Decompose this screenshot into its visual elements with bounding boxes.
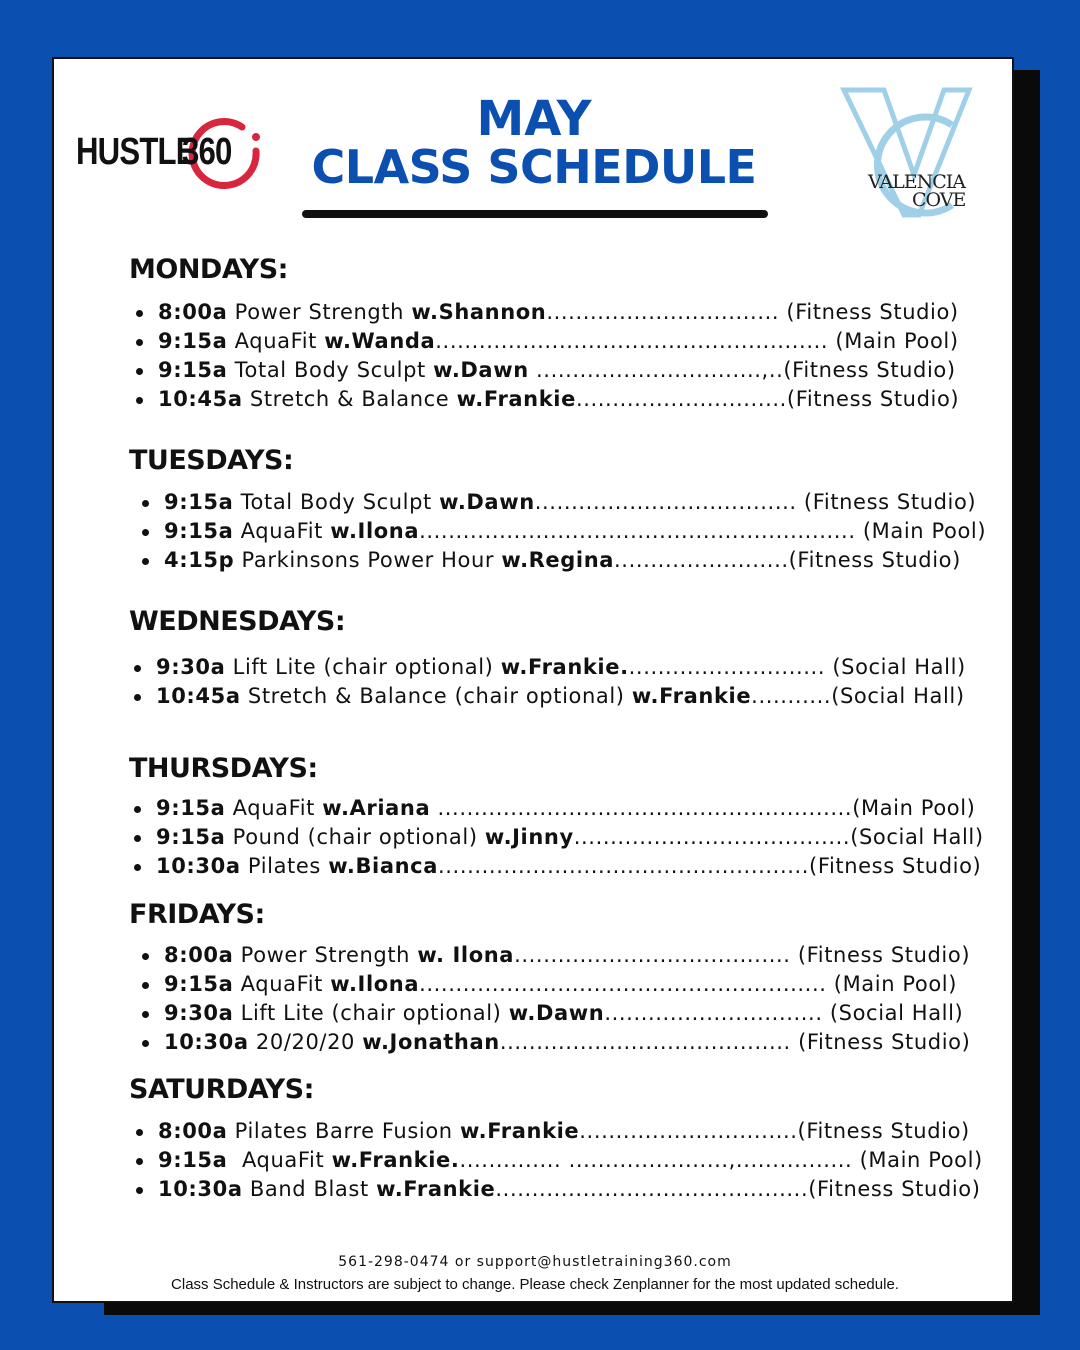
class-time: 9:15a — [156, 825, 226, 849]
class-instructor: w.Dawn — [439, 490, 535, 514]
class-location: .............. ......................,................ (Main Pool) — [459, 1148, 983, 1172]
day-heading: MONDAYS: — [129, 254, 288, 285]
day-heading: TUESDAYS: — [129, 445, 294, 476]
class-location: ........................(Fitness Studio) — [614, 548, 961, 572]
class-name: AquaFit — [225, 796, 323, 820]
class-item — [138, 970, 970, 999]
class-name: AquaFit — [227, 329, 325, 353]
class-instructor: w.Jonathan — [362, 1030, 500, 1054]
class-time: 10:45a — [158, 387, 243, 411]
class-time: 10:30a — [164, 1030, 249, 1054]
class-item — [130, 794, 984, 823]
class-item — [132, 1146, 983, 1175]
hustle-360-logo — [74, 117, 264, 187]
disclaimer: Class Schedule & Instructors are subject to change. Please check Zenplanner for the most updated schedule. — [171, 1276, 899, 1293]
class-item — [132, 298, 959, 327]
class-time: 9:30a — [156, 655, 226, 679]
class-time: 10:30a — [156, 854, 241, 878]
schedule-card — [52, 57, 1014, 1303]
class-list — [130, 794, 984, 881]
class-item — [138, 546, 986, 575]
class-name: 20/20/20 — [248, 1030, 363, 1054]
class-item — [130, 653, 966, 682]
class-instructor: w.Jinny — [484, 825, 574, 849]
class-item — [130, 823, 984, 852]
class-name: Stretch & Balance (chair optional) — [240, 684, 632, 708]
class-location: ...................................................... (Main Pool) — [435, 329, 959, 353]
class-item — [138, 488, 986, 517]
class-item — [138, 517, 986, 546]
class-name: Pilates — [240, 854, 329, 878]
class-instructor: w.Bianca — [328, 854, 438, 878]
class-time: 9:30a — [164, 1001, 234, 1025]
class-time: 9:15a — [156, 796, 226, 820]
class-instructor: w.Shannon — [411, 300, 547, 324]
class-time: 9:15a — [164, 972, 234, 996]
class-item — [132, 1175, 983, 1204]
class-name: Power Strength — [233, 943, 418, 967]
class-name: Pilates Barre Fusion — [227, 1119, 460, 1143]
class-time: 8:00a — [164, 943, 234, 967]
class-location: .............................. (Social Hall) — [604, 1001, 964, 1025]
valencia-cove-logo — [834, 85, 994, 220]
class-instructor: w.Frankie. — [500, 655, 629, 679]
class-item — [130, 682, 966, 711]
day-heading: FRIDAYS: — [129, 899, 265, 930]
class-location: ............................................................ (Main Pool) — [419, 519, 987, 543]
class-location: ...............................,..(Fitness Studio) — [528, 358, 956, 382]
class-instructor: w.Frankie. — [331, 1148, 460, 1172]
class-location: ...................................................(Fitness Studio) — [438, 854, 982, 878]
day-heading: THURSDAYS: — [129, 753, 318, 784]
class-name: Lift Lite (chair optional) — [225, 655, 501, 679]
class-instructor: w.Dawn — [508, 1001, 605, 1025]
class-instructor: w.Frankie — [456, 387, 576, 411]
class-item — [138, 941, 970, 970]
class-item — [132, 327, 959, 356]
title-schedule: CLASS SCHEDULE — [311, 140, 757, 194]
class-name: AquaFit — [233, 519, 331, 543]
class-location: ........................................................ (Main Pool) — [419, 972, 958, 996]
class-time: 9:15a — [158, 358, 228, 382]
class-time: 9:15a — [158, 1148, 228, 1172]
class-list — [138, 941, 970, 1057]
class-list — [130, 653, 966, 711]
class-instructor: w.Ariana — [322, 796, 431, 820]
class-item — [138, 1028, 970, 1057]
class-instructor: w.Frankie — [459, 1119, 580, 1143]
contact-info: 561-298-0474 or support@hustletraining360.com — [338, 1254, 732, 1270]
class-location: ..............................(Fitness Studio) — [579, 1119, 970, 1143]
class-location: ......................................(Social Hall) — [573, 825, 984, 849]
class-list — [132, 1117, 983, 1204]
class-instructor: w.Ilona — [330, 972, 420, 996]
class-item — [132, 356, 959, 385]
class-item — [132, 1117, 983, 1146]
class-instructor: w.Regina — [501, 548, 615, 572]
class-time: 9:15a — [164, 519, 234, 543]
class-name: Total Body Sculpt — [233, 490, 440, 514]
class-name: Power Strength — [227, 300, 412, 324]
class-time: 4:15p — [164, 548, 235, 572]
class-location: ...........(Social Hall) — [751, 684, 965, 708]
class-name: Band Blast — [242, 1177, 377, 1201]
class-time: 10:30a — [158, 1177, 243, 1201]
class-location: ...................................... (Fitness Studio) — [514, 943, 971, 967]
class-name: Parkinsons Power Hour — [234, 548, 502, 572]
class-name: Lift Lite (chair optional) — [233, 1001, 509, 1025]
class-name: AquaFit — [233, 972, 331, 996]
class-name: Pound (chair optional) — [225, 825, 485, 849]
class-name: AquaFit — [227, 1148, 332, 1172]
class-name: Total Body Sculpt — [227, 358, 434, 382]
class-instructor: w.Frankie — [376, 1177, 496, 1201]
class-time: 8:00a — [158, 300, 228, 324]
class-list — [132, 298, 959, 414]
class-item — [138, 999, 970, 1028]
class-location: ...........................................(Fitness Studio) — [495, 1177, 981, 1201]
page-title — [294, 91, 774, 194]
class-name: Stretch & Balance — [242, 387, 457, 411]
hustle-logo-number: 360 — [182, 131, 232, 173]
class-list — [138, 488, 986, 575]
class-location: ........................... (Social Hall) — [628, 655, 966, 679]
class-instructor: w.Frankie — [631, 684, 752, 708]
class-time: 10:45a — [156, 684, 241, 708]
class-location: .........................................................(Main Pool) — [430, 796, 976, 820]
class-time: 9:15a — [158, 329, 228, 353]
class-location: ........................................ (Fitness Studio) — [499, 1030, 971, 1054]
cove-line2: COVE — [912, 189, 966, 211]
class-item — [130, 852, 984, 881]
class-instructor: w.Dawn — [433, 358, 529, 382]
class-item — [132, 385, 959, 414]
day-heading: SATURDAYS: — [129, 1074, 314, 1105]
class-time: 9:15a — [164, 490, 234, 514]
class-location: .................................... (Fitness Studio) — [534, 490, 977, 514]
day-heading: WEDNESDAYS: — [129, 606, 346, 637]
title-month: MAY — [476, 91, 592, 147]
class-instructor: w. Ilona — [417, 943, 515, 967]
class-instructor: w.Ilona — [330, 519, 420, 543]
class-location: ................................ (Fitness Studio) — [546, 300, 959, 324]
hustle-logo-word: HUSTLE — [76, 131, 196, 173]
class-instructor: w.Wanda — [324, 329, 436, 353]
cove-line1: VALENCIA — [868, 171, 966, 193]
cove-logo-text — [868, 173, 965, 209]
title-underline — [302, 210, 768, 218]
class-location: .............................(Fitness Studio) — [575, 387, 960, 411]
class-time: 8:00a — [158, 1119, 228, 1143]
